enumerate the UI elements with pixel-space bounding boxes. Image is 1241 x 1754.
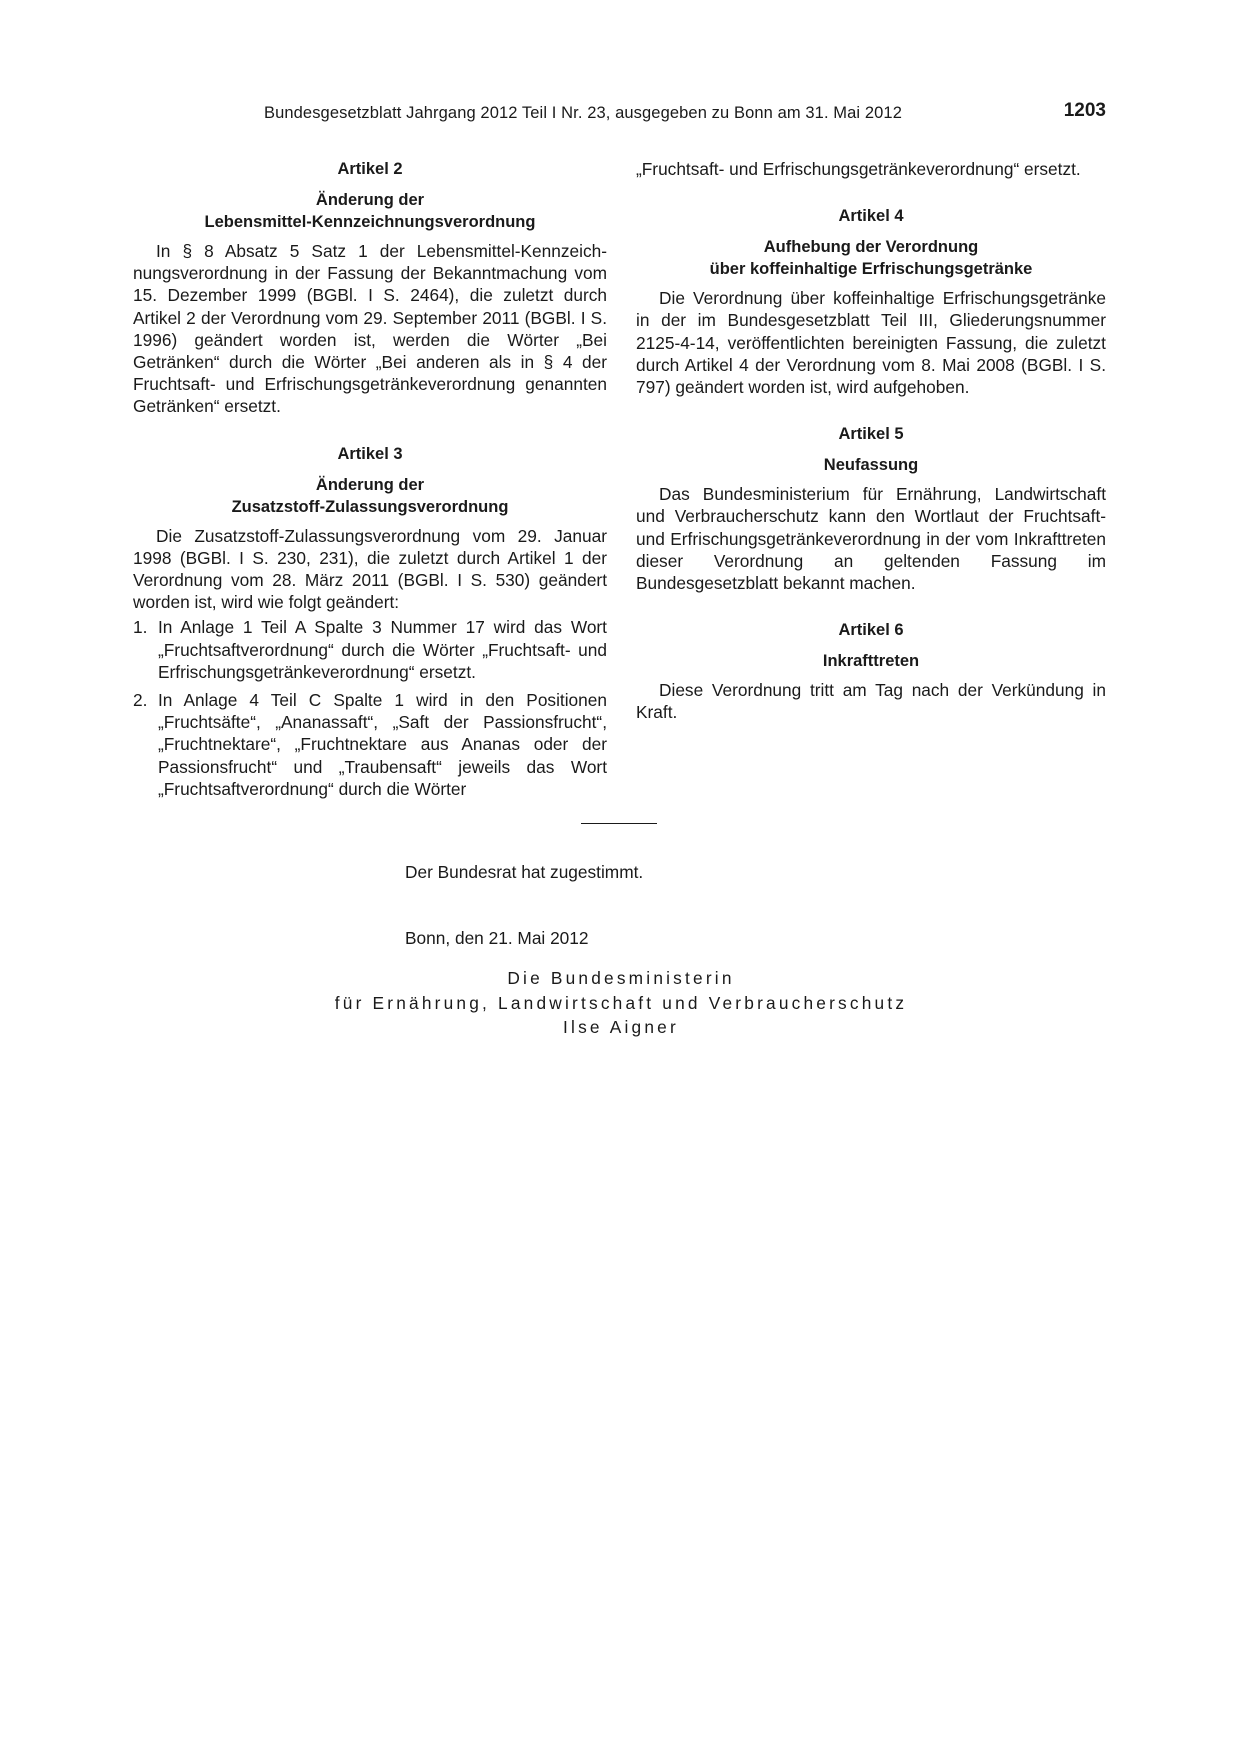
- article-5: [636, 423, 1106, 594]
- spacer: [133, 418, 607, 443]
- article-5-text: Das Bundesministerium für Ernährung, Landwirtschaft und Verbraucherschutz kann den Wortlaut der Fruchtsaft- und Erfrischungsgetränkeverordnung in der vom Inkrafttreten dieser Verordnung an geltenden Fassung im Bundesgesetzblatt bekannt machen.: [636, 484, 1106, 594]
- list-item-number: 2.: [133, 690, 148, 711]
- place-date: Bonn, den 21. Mai 2012: [405, 928, 589, 948]
- spacer: [636, 180, 1106, 205]
- left-column: [133, 158, 607, 806]
- list-item-text: In Anlage 4 Teil C Spalte 1 wird in den Positionen „Fruchtsäfte“, „Ananassaft“, „Saft der Passionsfrucht“, „Fruchtnektare“, „Fruchtnektare aus Ananas oder der Passionsfrucht“ und „Traubensaft“ jeweils das Wort „Fruchtsaftverordnung“ durch die Wörter: [158, 690, 607, 799]
- continuation-text: „Fruchtsaft- und Erfrischungsgetränkeverordnung“ ersetzt.: [636, 159, 1081, 179]
- article-2-title-line1: Änderung der: [315, 191, 425, 209]
- article-3-text: Die Zusatzstoff-Zulassungsverordnung vom 29. Januar 1998 (BGBl. I S. 230, 231), die zuletzt durch Artikel 1 der Verordnung vom 28. März 2011 (BGBl. I S. 530) geändert worden ist, wird wie folgt geändert:: [133, 525, 607, 613]
- article-5-number: Artikel 5: [838, 425, 904, 444]
- article-4-title: [636, 236, 1106, 280]
- signature-name: Ilse Aigner: [563, 1017, 679, 1037]
- article-6-text: Diese Verordnung tritt am Tag nach der Verkündung in Kraft.: [636, 680, 1106, 723]
- spacer: [636, 398, 1106, 423]
- article-3-list: [133, 616, 607, 800]
- article-4-title-line2: über koffeinhaltige Erfrischungsgetränke: [709, 260, 1033, 279]
- article-2-title-line2: Lebensmittel-Kennzeichnungsverordnung: [204, 213, 536, 231]
- article-3-title-line2: Zusatzstoff-Zulassungsverordnung: [231, 497, 509, 516]
- article-2-number: Artikel 2: [337, 160, 403, 178]
- article-6-title: Inkrafttreten: [822, 652, 920, 671]
- article-2-text: In § 8 Absatz 5 Satz 1 der Lebensmittel-Kennzeichnungsverordnung in der Fassung der Bekanntmachung vom 15. Dezember 1999 (BGBl. I S. 2464), die zuletzt durch Artikel 2 der Verordnung vom 29. September 2011 (BGBl. I S. 1996) geändert worden ist, werden die Wörter „Bei Getränken“ durch die Wörter „Bei anderen als in § 4 der Fruchtsaft- und Erfrischungsgetränkeverordnung genannten Getränken“ ersetzt.: [133, 241, 607, 417]
- list-item: [133, 689, 607, 800]
- article-3-title: [133, 474, 607, 518]
- article-2: [133, 158, 607, 418]
- right-column: [636, 158, 1106, 724]
- article-4: [636, 205, 1106, 398]
- article-6: [636, 619, 1106, 723]
- signature-line1: Die Bundesministerin: [507, 968, 735, 988]
- page-header: [264, 100, 1106, 130]
- article-4-text: Die Verordnung über koffeinhaltige Erfrischungsgetränke in der im Bundesgesetzblatt Teil III, Gliederungsnummer 2125-4-14, veröffentlichten bereinigten Fassung, die zuletzt durch Artikel 4 der Verordnung vom 8. Mai 2008 (BGBl. I S. 797) geändert worden ist, wird aufgehoben.: [636, 288, 1106, 398]
- spacer: [636, 594, 1106, 619]
- signature-line2: für Ernährung, Landwirtschaft und Verbraucherschutz: [334, 992, 908, 1013]
- article-2-title: [133, 189, 607, 233]
- article-5-title: Neufassung: [823, 456, 919, 475]
- list-item: [133, 616, 607, 683]
- article-3: [133, 443, 607, 800]
- article-4-title-line1: Aufhebung der Verordnung: [763, 238, 979, 257]
- signature-block: [200, 966, 1042, 1040]
- header-text: Bundesgesetzblatt Jahrgang 2012 Teil I Nr. 23, ausgegeben zu Bonn am 31. Mai 2012: [264, 104, 902, 122]
- article-6-number: Artikel 6: [838, 621, 904, 640]
- separator-rule: [581, 823, 657, 824]
- article-4-number: Artikel 4: [838, 207, 904, 226]
- page-number: 1203: [1063, 100, 1106, 121]
- list-item-text: In Anlage 1 Teil A Spalte 3 Nummer 17 wird das Wort „Fruchtsaftverordnung“ durch die Wörter „Fruchtsaft- und Erfrischungsgetränkeverordnung“ ersetzt.: [158, 617, 607, 682]
- consent-note: Der Bundesrat hat zugestimmt.: [405, 862, 644, 882]
- article-3-number: Artikel 3: [337, 444, 403, 463]
- article-3-title-line1: Änderung der: [315, 475, 425, 494]
- list-item-number: 1.: [133, 617, 148, 638]
